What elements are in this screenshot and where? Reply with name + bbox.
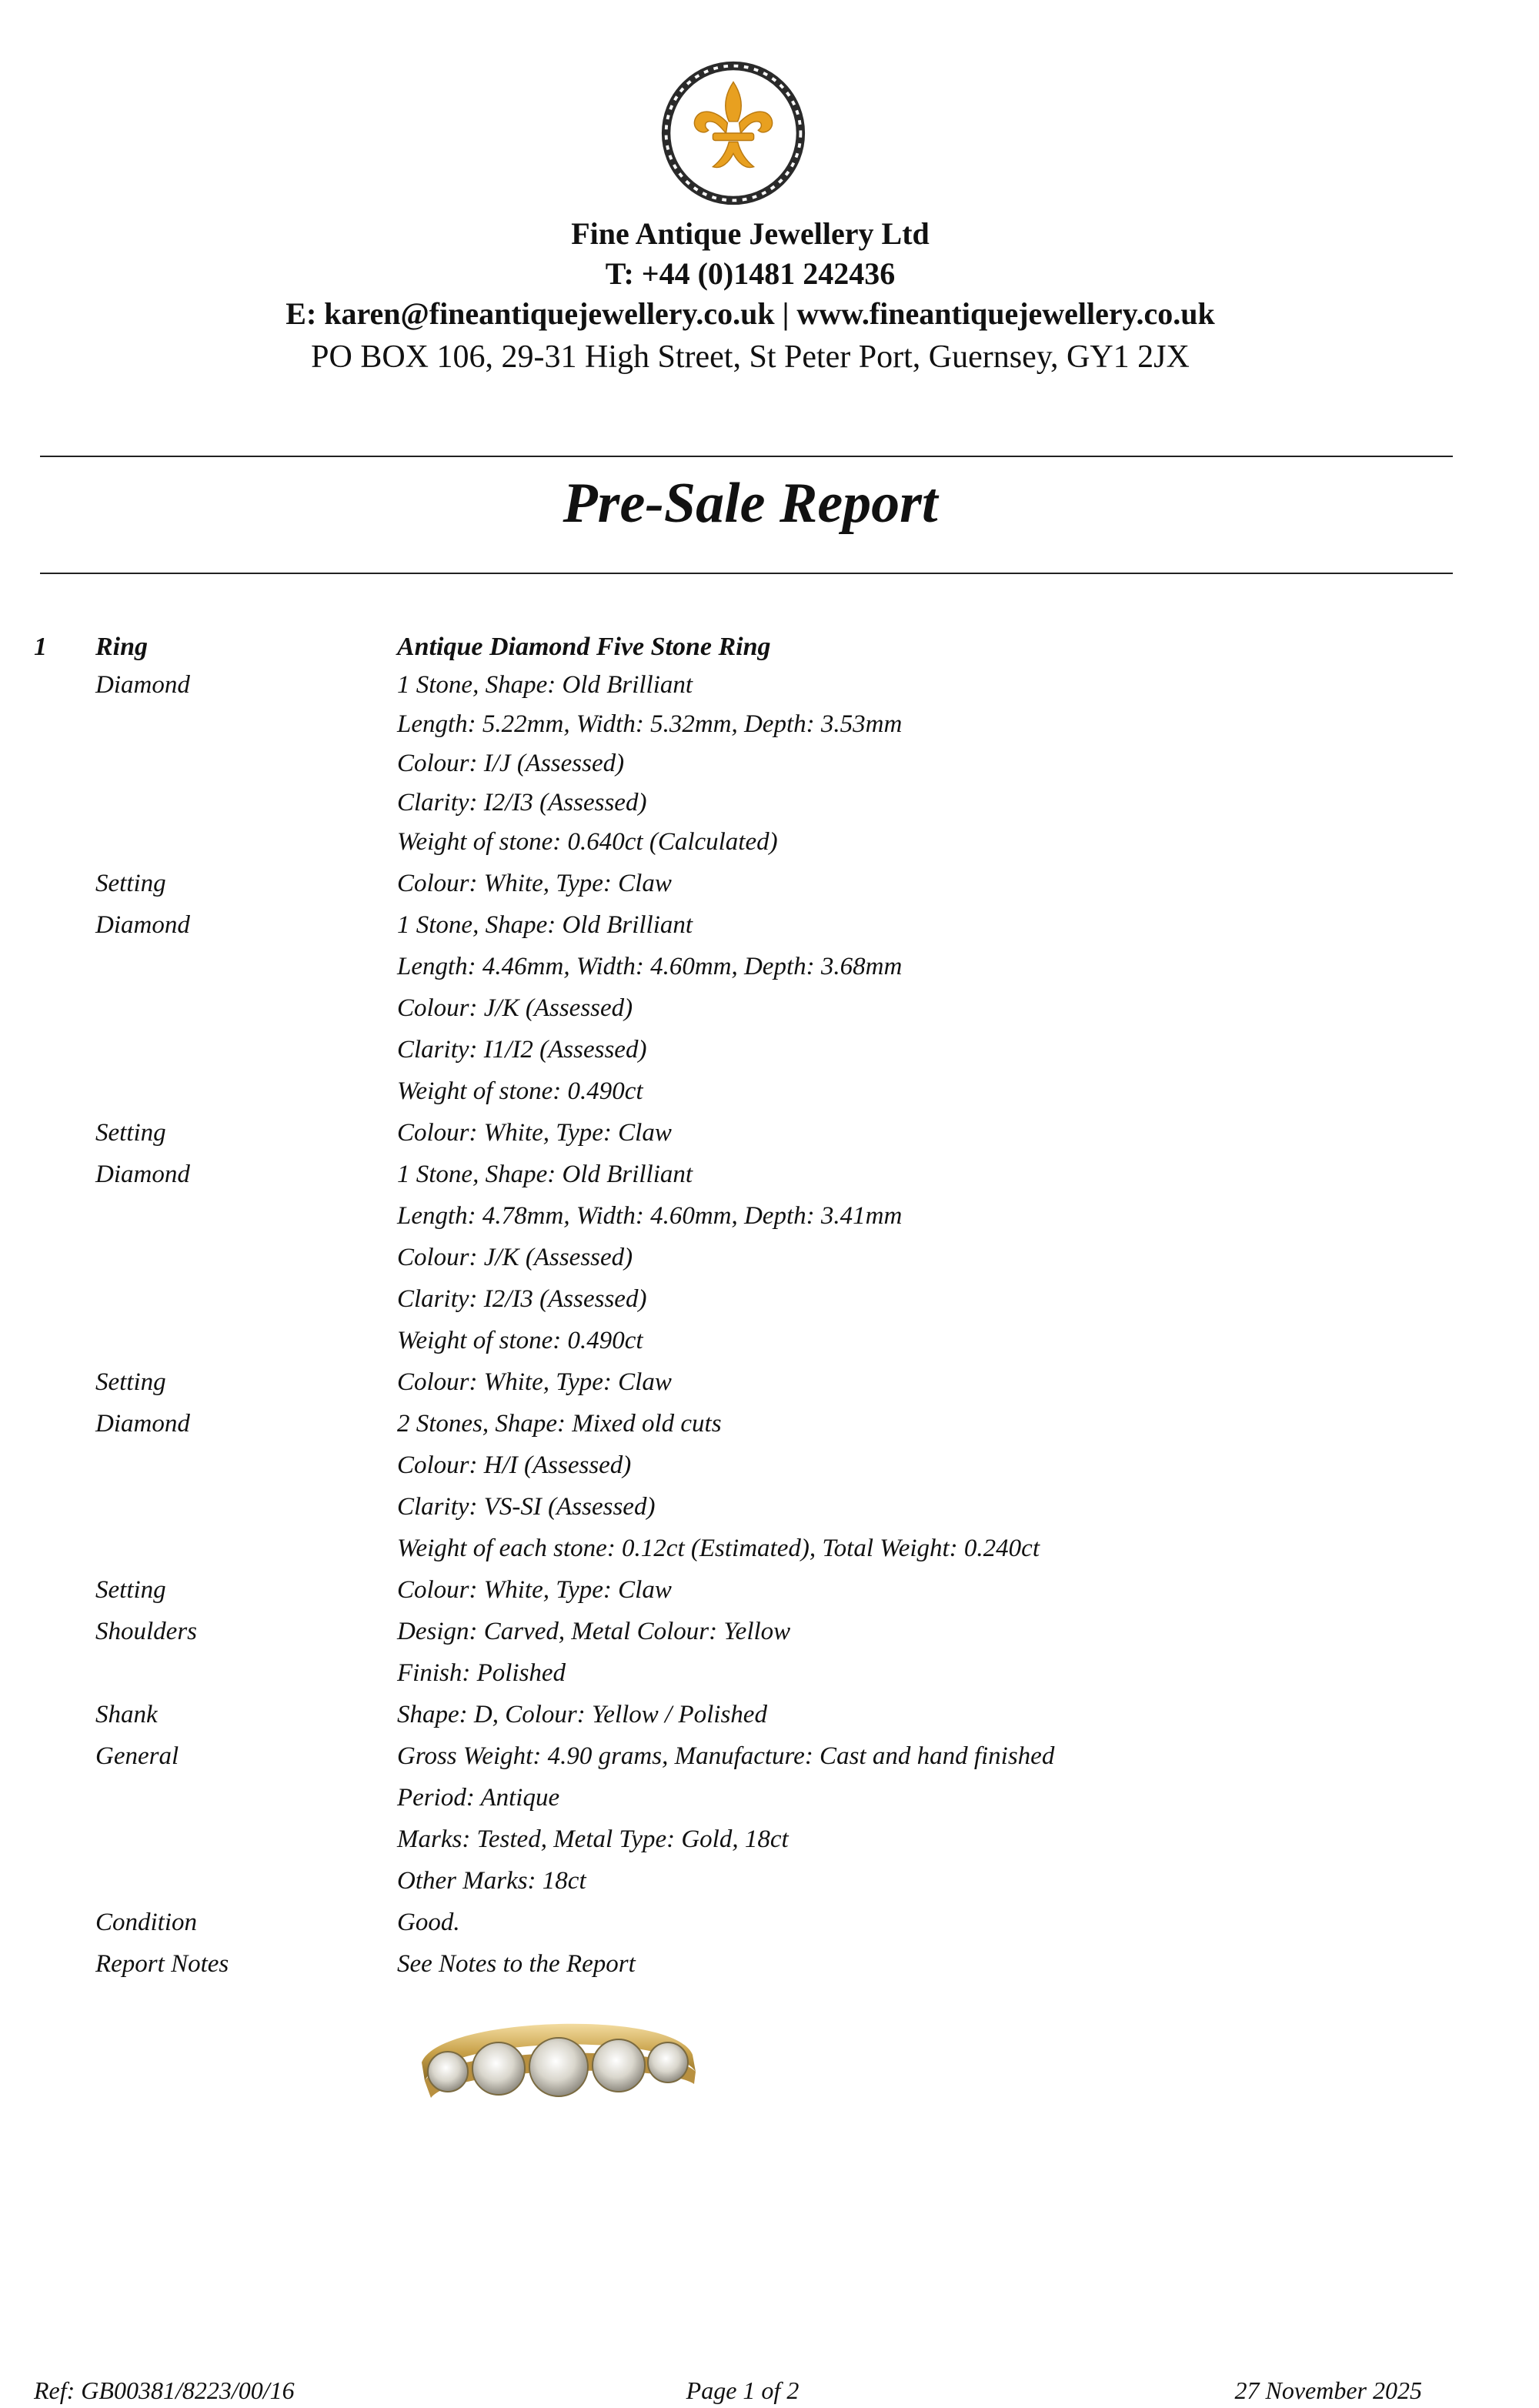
spec-value: Weight of stone: 0.490ct (397, 1077, 643, 1105)
company-address: PO BOX 106, 29-31 High Street, St Peter Port, Guernsey, GY1 2JX (311, 339, 1190, 375)
spec-value: Clarity: I2/I3 (Assessed) (397, 1285, 647, 1313)
spec-label: Diamond (95, 1161, 190, 1188)
spec-label: Setting (95, 1576, 166, 1604)
spec-label: Setting (95, 870, 166, 897)
company-phone: T: +44 (0)1481 242436 (605, 256, 896, 291)
spec-label: Shank (95, 1701, 158, 1728)
spec-value: Colour: I/J (Assessed) (397, 750, 625, 777)
spec-value: Weight of stone: 0.490ct (397, 1327, 643, 1354)
spec-value: 2 Stones, Shape: Mixed old cuts (397, 1410, 722, 1438)
report-title: Pre-Sale Report (563, 472, 938, 535)
spec-value: Good. (397, 1909, 460, 1936)
spec-label: Report Notes (95, 1950, 229, 1978)
spec-label: General (95, 1742, 179, 1770)
divider-top (40, 456, 1453, 457)
spec-value: Finish: Polished (397, 1659, 566, 1687)
spec-value: Marks: Tested, Metal Type: Gold, 18ct (397, 1825, 789, 1853)
spec-label: Setting (95, 1368, 166, 1396)
spec-value: See Notes to the Report (397, 1950, 636, 1978)
spec-value: Colour: White, Type: Claw (397, 1576, 672, 1604)
spec-label: Shoulders (95, 1618, 197, 1645)
spec-value: 1 Stone, Shape: Old Brilliant (397, 911, 693, 939)
spec-label: Diamond (95, 1410, 190, 1438)
footer-reference: Ref: GB00381/8223/00/16 (34, 2376, 295, 2404)
spec-value: Colour: White, Type: Claw (397, 1368, 672, 1396)
spec-value: Colour: J/K (Assessed) (397, 994, 633, 1022)
item-category: Ring (95, 633, 149, 661)
spec-label: Condition (95, 1909, 198, 1936)
spec-label: Diamond (95, 911, 190, 939)
fleur-de-lis-logo (660, 60, 806, 206)
spec-value: Colour: H/I (Assessed) (397, 1451, 632, 1479)
spec-value: Clarity: I1/I2 (Assessed) (397, 1036, 647, 1064)
spec-value: Length: 5.22mm, Width: 5.32mm, Depth: 3.53mm (397, 710, 903, 738)
spec-value: Gross Weight: 4.90 grams, Manufacture: Cast and hand finished (397, 1742, 1055, 1770)
company-name: Fine Antique Jewellery Ltd (571, 216, 930, 251)
item-number: 1 (34, 633, 47, 661)
spec-value: Clarity: I2/I3 (Assessed) (397, 789, 647, 817)
spec-value: Length: 4.46mm, Width: 4.60mm, Depth: 3.68mm (397, 953, 903, 980)
footer-date: 27 November 2025 (1234, 2376, 1422, 2404)
spec-value: Other Marks: 18ct (397, 1867, 586, 1895)
spec-value: Period: Antique (397, 1784, 560, 1812)
spec-value: 1 Stone, Shape: Old Brilliant (397, 671, 693, 699)
footer-page-number: Page 1 of 2 (686, 2376, 800, 2404)
spec-value: Design: Carved, Metal Colour: Yellow (397, 1618, 791, 1645)
spec-label: Setting (95, 1119, 166, 1147)
ring-photo (408, 2001, 705, 2118)
spec-value: Colour: J/K (Assessed) (397, 1244, 633, 1271)
spec-value: 1 Stone, Shape: Old Brilliant (397, 1161, 693, 1188)
item-title: Antique Diamond Five Stone Ring (397, 633, 771, 661)
spec-label: Diamond (95, 671, 190, 699)
spec-value: Shape: D, Colour: Yellow / Polished (397, 1701, 767, 1728)
spec-value: Weight of stone: 0.640ct (Calculated) (397, 828, 778, 856)
spec-value: Colour: White, Type: Claw (397, 1119, 672, 1147)
spec-value: Clarity: VS-SI (Assessed) (397, 1493, 656, 1521)
spec-value: Length: 4.78mm, Width: 4.60mm, Depth: 3.41mm (397, 1202, 903, 1230)
spec-value: Weight of each stone: 0.12ct (Estimated), Total Weight: 0.240ct (397, 1535, 1040, 1562)
company-email-website: E: karen@fineantiquejewellery.co.uk | www.fineantiquejewellery.co.uk (285, 296, 1215, 331)
divider-bottom (40, 573, 1453, 574)
spec-value: Colour: White, Type: Claw (397, 870, 672, 897)
